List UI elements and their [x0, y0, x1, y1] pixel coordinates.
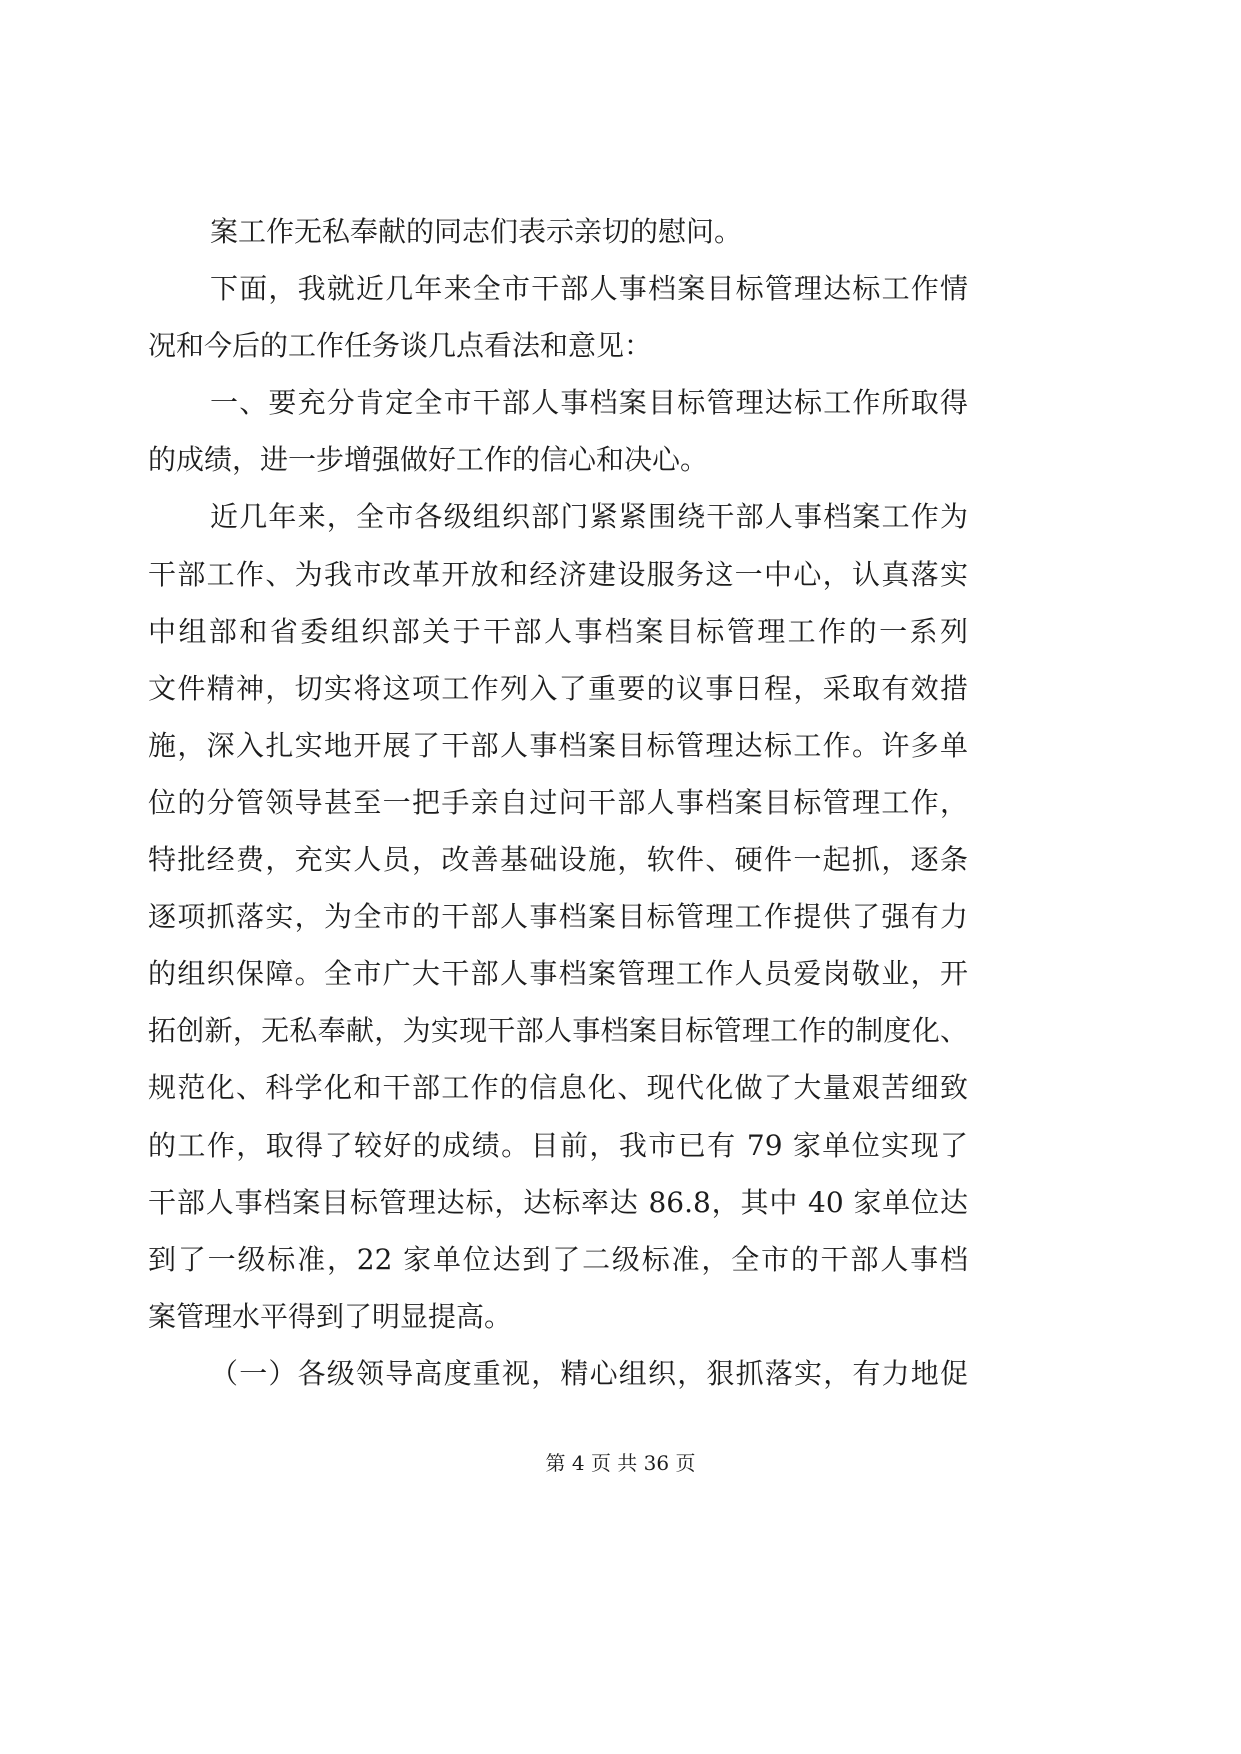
text-line: 案管理水平得到了明显提高。: [148, 1299, 513, 1333]
text-line: 中组部和省委组织部关于干部人事档案目标管理工作的一系列: [148, 614, 968, 648]
text-line: 的工作，取得了较好的成绩。目前，我市已有 79 家单位实现了: [148, 1128, 968, 1162]
text-line: 规范化、科学化和干部工作的信息化、现代化做了大量艰苦细致: [148, 1071, 968, 1105]
text-line: 下面，我就近几年来全市干部人事档案目标管理达标工作情: [210, 272, 968, 306]
text-line: 干部人事档案目标管理达标，达标率达 86.8，其中 40 家单位达: [148, 1185, 968, 1219]
text-line: 拓创新，无私奉献，为实现干部人事档案目标管理工作的制度化、: [148, 1014, 968, 1048]
text-line: 施，深入扎实地开展了干部人事档案目标管理达标工作。许多单: [148, 728, 968, 762]
text-line: 到了一级标准，22 家单位达到了二级标准，全市的干部人事档: [148, 1242, 968, 1276]
paragraph: [148, 203, 968, 260]
text-line: 文件精神，切实将这项工作列入了重要的议事日程，采取有效措: [148, 671, 968, 705]
text-line: （一）各级领导高度重视，精心组织，狠抓落实，有力地促: [210, 1356, 968, 1390]
text-line: 逐项抓落实，为全市的干部人事档案目标管理工作提供了强有力: [148, 900, 968, 934]
text-line: 一、要充分肯定全市干部人事档案目标管理达标工作所取得: [210, 386, 968, 420]
text-line: 位的分管领导甚至一把手亲自过问干部人事档案目标管理工作，: [148, 785, 968, 819]
text-line: 况和今后的工作任务谈几点看法和意见：: [148, 329, 653, 363]
document-body: [148, 203, 968, 1402]
paragraph: [148, 260, 968, 374]
paragraph: [148, 488, 968, 1344]
text-line: 的成绩，进一步增强做好工作的信心和决心。: [148, 443, 709, 477]
text-line: 干部工作、为我市改革开放和经济建设服务这一中心，认真落实: [148, 557, 968, 591]
text-line: 特批经费，充实人员，改善基础设施，软件、硬件一起抓，逐条: [148, 843, 968, 877]
subsection-heading-paragraph: [148, 1345, 968, 1402]
page-number-footer: 第 4 页 共 36 页: [545, 1451, 696, 1475]
text-line: 的组织保障。全市广大干部人事档案管理工作人员爱岗敬业，开: [148, 957, 968, 991]
section-heading-paragraph: [148, 374, 968, 488]
text-line: 案工作无私奉献的同志们表示亲切的慰问。: [210, 215, 743, 248]
text-line: 近几年来，全市各级组织部门紧紧围绕干部人事档案工作为: [210, 500, 968, 534]
